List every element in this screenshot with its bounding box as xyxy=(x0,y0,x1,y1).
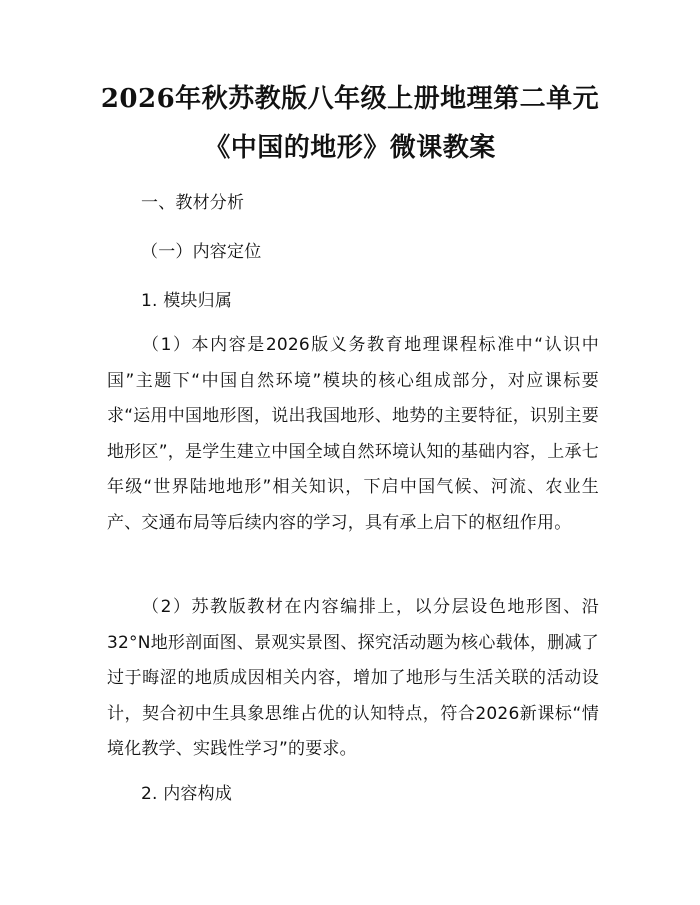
paragraph-1: （1）本内容是2026版义务教育地理课程标准中“认识中国”主题下“中国自然环境”模块的核心组成部分，对应课标要求“运用中国地形图，说出我国地形、地势的主要特征，识别主要地形区”，是学生建立中国全域自然环境认知的基础内容，上承七年级“世界陆地地形”相关知识，下启中国气候、河流、农业生产、交通布局等后续内容的学习，具有承上启下的枢纽作用。 xyxy=(107,335,599,533)
paragraph-2: （2）苏教版教材在内容编排上，以分层设色地形图、沿32°N地形剖面图、景观实景图、探究活动题为核心载体，删减了过于晦涩的地质成因相关内容，增加了地形与生活关联的活动设计，契合初中生具象思维占优的认知特点，符合2026新课标“情境化教学、实践性学习”的要求。 xyxy=(107,597,599,760)
item-heading-module: 1. 模块归属 xyxy=(141,291,233,311)
document-title-line-1: 2026年秋苏教版八年级上册地理第二单元 xyxy=(100,84,600,114)
subsection-heading-content-positioning: （一）内容定位 xyxy=(141,242,262,262)
section-heading-textbook-analysis: 一、教材分析 xyxy=(141,193,245,213)
document-title-line-2: 《中国的地形》微课教案 xyxy=(204,133,496,163)
item-heading-composition: 2. 内容构成 xyxy=(141,784,233,804)
